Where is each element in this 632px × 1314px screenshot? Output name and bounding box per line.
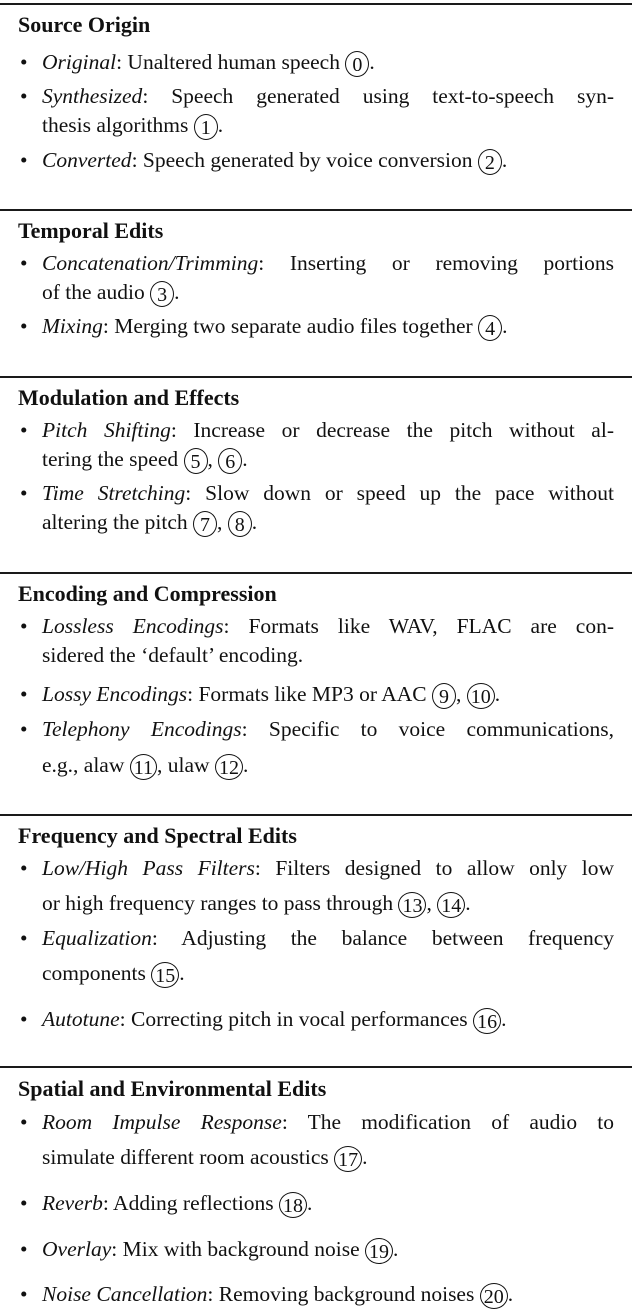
punct: ,: [456, 682, 467, 706]
circled-number: 14: [437, 892, 465, 918]
section-rule: [0, 376, 632, 378]
item-term: Equalization: [42, 926, 152, 950]
circled-number: 7: [193, 511, 217, 537]
item-desc: : Merging two separate audio files together: [102, 314, 473, 338]
item-term: Time Stretching: [42, 481, 186, 505]
bullet: •: [20, 148, 28, 172]
section-rule: [0, 572, 632, 574]
item-line: [42, 1234, 398, 1264]
item-desc: : Speech generated using text-to-speech syn-: [142, 84, 614, 108]
item-desc: : Specific to voice communications,: [241, 717, 615, 741]
item-desc: e.g., alaw: [42, 753, 125, 777]
item-line: [42, 714, 614, 744]
item-line: [42, 507, 257, 537]
circled-number: 15: [151, 962, 179, 988]
bullet: •: [20, 1110, 28, 1134]
item-line: [42, 110, 223, 140]
item-desc: : Inserting or removing portions: [258, 251, 614, 275]
item-desc: : Mix with background noise: [111, 1237, 360, 1261]
item-desc: thesis algorithms: [42, 113, 189, 137]
item-desc: tering the speed: [42, 447, 179, 471]
section-rule: [0, 1066, 632, 1068]
circled-number: 9: [432, 683, 456, 709]
circled-number: 4: [478, 315, 502, 341]
circled-number: 16: [473, 1008, 501, 1034]
item-term: Noise Cancellation: [42, 1282, 208, 1306]
punct: .: [393, 1237, 399, 1261]
bullet: •: [20, 251, 28, 275]
bullet: •: [20, 717, 28, 741]
item-line: [42, 1004, 506, 1034]
item-desc: sidered the ‘default’ encoding.: [42, 643, 304, 667]
section-title: Temporal Edits: [18, 218, 164, 243]
punct: ,: [207, 447, 219, 471]
item-term: Synthesized: [42, 84, 143, 108]
bullet: •: [20, 682, 28, 706]
punct: .: [502, 314, 508, 338]
item-term: Pitch Shifting: [42, 418, 171, 442]
item-line: [42, 248, 614, 278]
section-title: Spatial and Environmental Edits: [18, 1076, 327, 1101]
item-term: Original: [42, 50, 117, 74]
circled-number: 11: [130, 754, 157, 780]
bullet: •: [20, 1007, 28, 1031]
item-desc: altering the pitch: [42, 510, 188, 534]
circled-number: 6: [218, 448, 242, 474]
item-line: [42, 1107, 614, 1137]
circled-number: 12: [215, 754, 243, 780]
bullet: •: [20, 1191, 28, 1215]
item-line: [42, 958, 185, 988]
circled-number: 2: [478, 149, 502, 175]
item-desc: components: [42, 961, 146, 985]
bullet: •: [20, 314, 28, 338]
punct: .: [251, 510, 258, 534]
bullet: •: [20, 50, 28, 74]
item-desc: : Removing background noises: [207, 1282, 475, 1306]
bullet: •: [20, 418, 28, 442]
circled-number: 10: [467, 683, 495, 709]
bullet: •: [20, 481, 28, 505]
item-term: Mixing: [42, 314, 103, 338]
item-term: Concatenation/Trimming: [42, 251, 259, 275]
item-desc: : Adding reflections: [102, 1191, 274, 1215]
punct: .: [179, 961, 185, 985]
circled-number: 5: [184, 448, 208, 474]
item-line: [42, 277, 179, 307]
circled-number: 20: [480, 1283, 508, 1309]
item-term: Telephony Encodings: [42, 717, 242, 741]
bullet: •: [20, 1282, 28, 1306]
item-line: [42, 81, 614, 111]
punct: ,: [217, 510, 228, 534]
punct: .: [494, 682, 501, 706]
punct: .: [307, 1191, 313, 1215]
item-line: [42, 1142, 368, 1172]
item-line: [42, 444, 248, 474]
item-desc: or high frequency ranges to pass through: [42, 891, 394, 915]
punct: .: [242, 447, 248, 471]
item-desc: : Slow down or speed up the pace without: [185, 481, 614, 505]
item-line: [42, 611, 614, 641]
item-line: [42, 478, 614, 508]
item-line: [42, 679, 500, 709]
item-line: [42, 853, 614, 883]
circled-number: 13: [398, 892, 426, 918]
item-desc: : Adjusting the balance between frequency: [151, 926, 614, 950]
punct: ,: [426, 891, 438, 915]
section-rule: [0, 3, 632, 5]
item-line: [42, 1188, 312, 1218]
punct: .: [362, 1145, 368, 1169]
item-line: [42, 640, 303, 670]
punct: .: [174, 280, 180, 304]
punct: .: [369, 50, 375, 74]
item-line: [42, 145, 507, 175]
bullet: •: [20, 856, 28, 880]
bullet: •: [20, 84, 28, 108]
item-term: Autotune: [42, 1007, 120, 1031]
item-line: [42, 415, 614, 445]
punct: .: [242, 753, 249, 777]
item-term: Lossless Encodings: [42, 614, 224, 638]
item-term: Converted: [42, 148, 132, 172]
bullet: •: [20, 926, 28, 950]
item-line: [42, 47, 375, 77]
item-desc: : Increase or decrease the pitch without al-: [170, 418, 614, 442]
item-desc: of the audio: [42, 280, 145, 304]
bullet: •: [20, 614, 28, 638]
item-line: [42, 311, 507, 341]
item-term: Lossy Encodings: [42, 682, 188, 706]
item-desc: : Correcting pitch in vocal performances: [119, 1007, 468, 1031]
item-line: [42, 888, 471, 918]
item-desc: simulate different room acoustics: [42, 1145, 329, 1169]
item-term: Low/High Pass Filters: [42, 856, 255, 880]
punct: .: [217, 113, 224, 137]
item-desc: : Unaltered human speech: [116, 50, 340, 74]
item-line: [42, 1279, 513, 1309]
circled-number: 19: [365, 1238, 393, 1264]
item-line: [42, 750, 248, 780]
item-term: Overlay: [42, 1237, 112, 1261]
item-desc: : Speech generated by voice conversion: [131, 148, 473, 172]
section-rule: [0, 814, 632, 816]
item-desc: , ulaw: [157, 753, 210, 777]
section-title: Modulation and Effects: [18, 385, 240, 410]
item-desc: : The modification of audio to: [281, 1110, 614, 1134]
item-desc: : Filters designed to allow only low: [254, 856, 615, 880]
section-rule: [0, 209, 632, 211]
section-title: Source Origin: [18, 12, 151, 37]
bullet: •: [20, 1237, 28, 1261]
punct: .: [501, 1007, 507, 1031]
circled-number: 3: [150, 281, 174, 307]
item-desc: : Formats like WAV, FLAC are con-: [223, 614, 614, 638]
section-title: Encoding and Compression: [18, 581, 277, 606]
circled-number: 18: [279, 1192, 307, 1218]
item-line: [42, 923, 614, 953]
circled-number: 17: [334, 1146, 362, 1172]
item-term: Reverb: [42, 1191, 103, 1215]
item-desc: : Formats like MP3 or AAC: [187, 682, 427, 706]
punct: .: [465, 891, 471, 915]
circled-number: 1: [194, 114, 218, 140]
punct: .: [507, 1282, 514, 1306]
circled-number: 0: [345, 51, 369, 77]
section-title: Frequency and Spectral Edits: [18, 823, 297, 848]
item-term: Room Impulse Response: [42, 1110, 282, 1134]
circled-number: 8: [228, 511, 252, 537]
punct: .: [501, 148, 508, 172]
